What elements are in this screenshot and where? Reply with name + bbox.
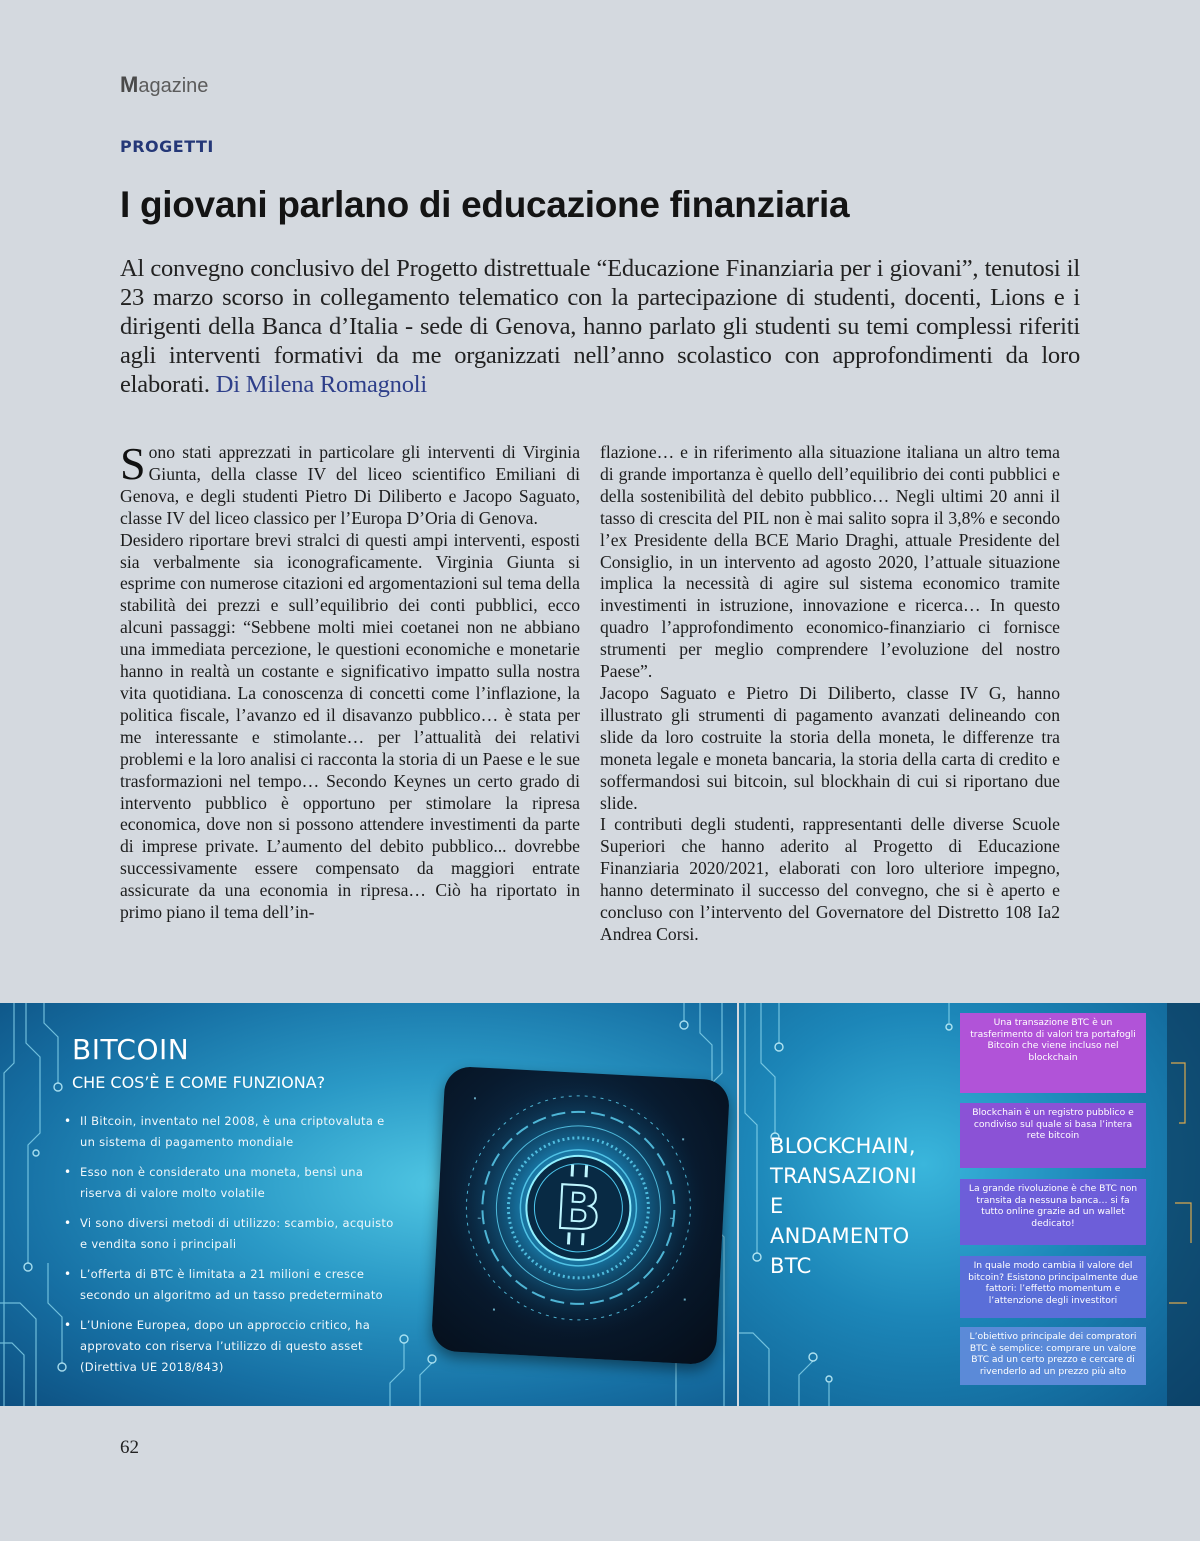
blockchain-info-box: L’obiettivo principale dei compratori BTC è semplice: comprare un valore BTC ad un certo prezzo e cercare di rivenderlo ad un prezzo più alto: [960, 1327, 1146, 1385]
blockchain-info-box: In quale modo cambia il valore del bitcoin? Esistono principalmente due fattori: l’effetto momentum e l’attenzione degli investitori: [960, 1256, 1146, 1318]
blockchain-title-line: ANDAMENTO: [770, 1224, 910, 1248]
bitcoin-slide-title: BITCOIN: [72, 1033, 190, 1066]
bitcoin-bullet-text: L’Unione Europea, dopo un approccio critico, ha approvato con riserva l’utilizzo di questo asset (Direttiva UE 2018/843): [80, 1318, 371, 1374]
slides-band: [0, 1003, 1200, 1406]
blockchain-info-box: Una transazione BTC è un trasferimento di valori tra portafogli Bitcoin che viene incluso nel blockchain: [960, 1013, 1146, 1093]
bitcoin-glyph: B: [553, 1172, 604, 1246]
body-column-right: [600, 442, 1060, 946]
body-paragraph-text: ono stati apprezzati in particolare gli interventi di Virginia Giunta, della classe IV del liceo scientifico Emiliani di Genova, e degli studenti Pietro Di Diliberto e Jacopo Saguato, classe IV del liceo classico per l’Europa D’Oria di Genova.: [120, 442, 580, 528]
section-label: [120, 72, 208, 98]
bitcoin-bullet: [64, 1315, 394, 1378]
body-column-left: [120, 438, 580, 924]
bitcoin-bullet: [64, 1111, 394, 1153]
blockchain-info-box: Blockchain è un registro pubblico e condiviso sul quale si basa l’intera rete bitcoin: [960, 1103, 1146, 1168]
category-kicker: PROGETTI: [120, 137, 214, 156]
section-label-initial: M: [120, 72, 139, 97]
bitcoin-bullet: [64, 1213, 394, 1255]
article-headline: I giovani parlano di educazione finanziaria: [120, 184, 850, 225]
article-lead: [120, 254, 1080, 399]
body-paragraph: Jacopo Saguato e Pietro Di Diliberto, classe IV G, hanno illustrato gli strumenti di pagamento avanzati delineando con slide da loro costruite la storia della moneta, le differenze tra moneta legale e moneta bancaria, la storia della carta di credito e soffermandosi sui bitcoin, sul blockhain di cui si riportano due slide.: [600, 682, 1060, 813]
bullet-icon: •: [64, 1318, 72, 1332]
blockchain-title-line: TRANSAZIONI: [770, 1164, 918, 1188]
body-paragraph: flazione… e in riferimento alla situazione italiana un altro tema di grande importanza è quello dell’equilibrio dei conti pubblici e della sostenibilità del debito pubblico… Negli ultimi 20 anni il tasso di crescita del PIL non è mai salito sopra il 3,8% e secondo l’ex Presidente della BCE Mario Draghi, attuale Presidente del Consiglio, in un intervento ad agosto 2020, l’attuale situazione implica la necessità di agire sul sistema economico tramite investimenti in istruzione, innovazione e ricerca… In questo quadro l’approfondimento economico-finanziario ci fornisce strumenti per meglio comprendere l’evoluzione del nostro Paese”.: [600, 442, 1060, 682]
bitcoin-slide-subtitle: CHE COS’È E COME FUNZIONA?: [72, 1073, 326, 1092]
body-paragraph: I contributi degli studenti, rappresentanti delle diverse Scuole Superiori che hanno aderito al Progetto di Educazione Finanziaria 2020/2021, elaborati con loro ulteriore impegno, hanno determinato il successo del convegno, che si è aperto e concluso con l’intervento del Governatore del Distretto 108 Ia2 Andrea Corsi.: [600, 814, 1060, 944]
bitcoin-coin-image: [431, 1066, 731, 1366]
bitcoin-bullet-text: Vi sono diversi metodi di utilizzo: scambio, acquisto e vendita sono i principali: [80, 1216, 394, 1251]
section-label-rest: agazine: [138, 75, 209, 97]
bitcoin-bullet-list: [64, 1111, 394, 1387]
drop-cap: S: [120, 438, 146, 489]
bullet-icon: •: [64, 1216, 72, 1230]
blockchain-title-line: BTC: [770, 1254, 812, 1278]
blockchain-info-box: La grande rivoluzione è che BTC non transita da nessuna banca… si fa tutto online grazie ad un wallet dedicato!: [960, 1179, 1146, 1245]
author-byline: Di Milena Romagnoli: [215, 371, 427, 398]
bitcoin-bullet: [64, 1264, 394, 1306]
lead-text: Al convegno conclusivo del Progetto distrettuale “Educazione Finanziaria per i giovani”, tenutosi il 23 marzo scorso in collegamento telematico con la partecipazione di studenti, docenti, Lions e i dirigenti della Banca d’Italia - sede di Genova, hanno parlato gli studenti su temi complessi riferiti agli interventi formativi da me organizzati nell’anno scolastico con approfondimenti da loro elaborati.: [120, 255, 1080, 398]
body-paragraph: [120, 438, 580, 530]
bullet-icon: •: [64, 1165, 72, 1179]
bitcoin-bullet-text: Esso non è considerato una moneta, bensì una riserva di valore molto volatile: [80, 1165, 364, 1200]
bitcoin-bullet: [64, 1162, 394, 1204]
slide-bitcoin: [0, 1003, 737, 1406]
bullet-icon: •: [64, 1114, 72, 1128]
bitcoin-bullet-text: Il Bitcoin, inventato nel 2008, è una criptovaluta e un sistema di pagamento mondiale: [80, 1114, 385, 1149]
blockchain-title-line: BLOCKCHAIN,: [770, 1134, 916, 1158]
bitcoin-coin-icon: [431, 1066, 731, 1366]
blockchain-title-line: E: [770, 1194, 784, 1218]
body-paragraph: Desidero riportare brevi stralci di questi ampi interventi, esposti sia verbalmente sia iconograficamente. Virginia Giunta si esprime con numerose citazioni ed argomentazioni sul tema della stabilità dei prezzi e sull’equilibrio dei conti pubblici, ecco alcuni passaggi: “Sebbene molti miei coetanei non ne abbiano una immediata percezione, le questioni economiche e monetarie hanno in realtà un costante e significativo impatto sulla nostra vita quotidiana. La conoscenza di concetti come l’inflazione, la politica fiscale, l’avanzo ed il disavanzo pubblico… è stata per me interessante e stimolante… per l’attualità dei relativi problemi e la loro analisi ci racconta la storia di un Paese e le sue trasformazioni nel tempo… Secondo Keynes un certo grado di intervento pubblico è opportuno per stimolare la ripresa economica, dove non si possono attendere investimenti da parte di imprese private. L’aumento del debito pubblico... dovrebbe successivamente essere compensato da maggiori entrate assicurate da una economia in ripresa… Ciò ha riportato in primo piano il tema dell’in-: [120, 529, 580, 923]
bitcoin-bullet-text: L’offerta di BTC è limitata a 21 milioni e cresce secondo un algoritmo ad un tasso predeterminato: [80, 1267, 384, 1302]
bullet-icon: •: [64, 1267, 72, 1281]
blockchain-slide-title: [770, 1131, 950, 1281]
page-number: 62: [120, 1437, 139, 1458]
